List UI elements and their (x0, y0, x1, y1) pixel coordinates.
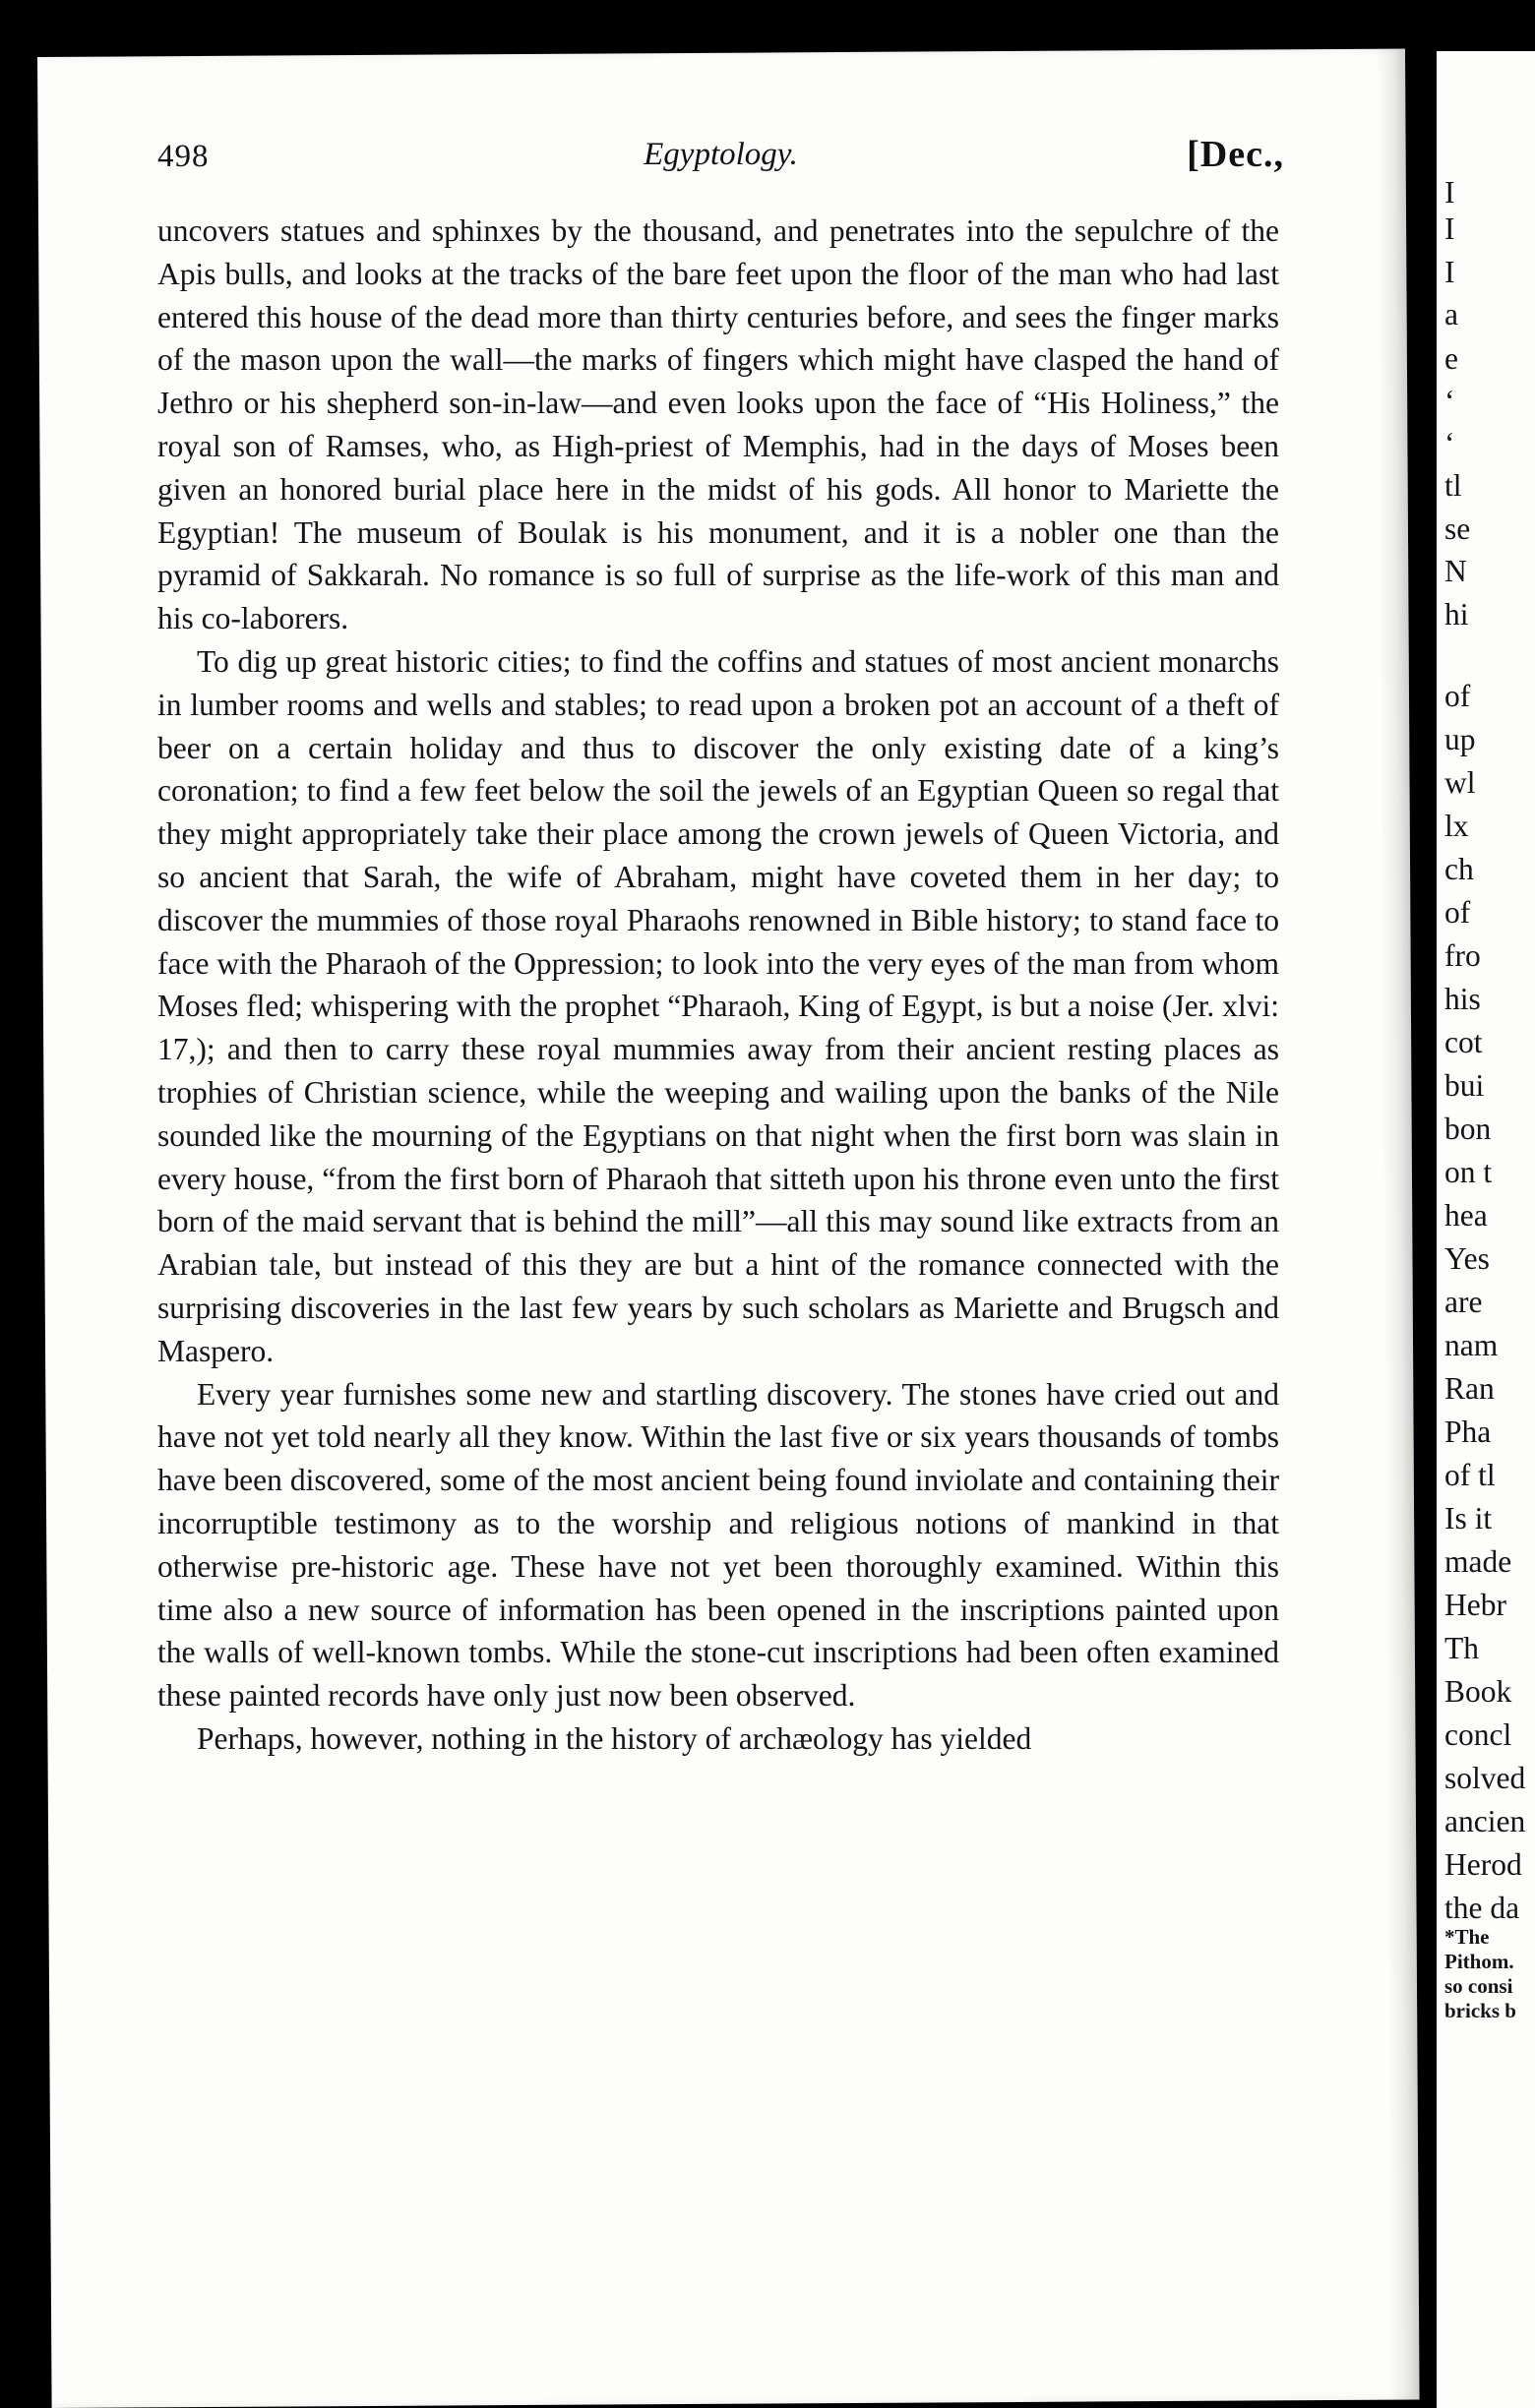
facing-page-fragment: Th (1444, 1631, 1479, 1665)
facing-page-fragment: of (1444, 679, 1471, 713)
facing-page-fragment: Yes (1444, 1241, 1490, 1276)
facing-page-footnote: bricks b (1444, 1999, 1516, 2022)
facing-page-fragment: a (1444, 297, 1458, 331)
facing-page-fragment: of (1444, 895, 1471, 930)
facing-page-fragment: on t (1444, 1155, 1493, 1189)
facing-page-fragment: Herod (1444, 1847, 1522, 1882)
facing-page-fragment: made (1444, 1544, 1512, 1579)
facing-page-edge (1437, 51, 1535, 2408)
facing-page-fragment: up (1444, 722, 1476, 756)
facing-page-fragment: I (1444, 255, 1455, 289)
facing-page-fragment: ancien (1444, 1804, 1526, 1838)
facing-page-fragment: of tl (1444, 1458, 1496, 1492)
facing-page-fragment: nam (1444, 1328, 1499, 1362)
facing-page-fragment: bui (1444, 1068, 1485, 1103)
facing-page-fragment: fro (1444, 938, 1481, 973)
facing-page-fragment: tl (1444, 468, 1462, 503)
facing-page-fragment: se (1444, 512, 1471, 546)
facing-page-fragment: I (1444, 175, 1455, 210)
facing-page-fragment: ‘ (1444, 384, 1455, 418)
facing-page-fragment: hi (1444, 597, 1469, 632)
facing-page-fragment: are (1444, 1285, 1483, 1319)
paragraph: Every year furnishes some new and startling discovery. The stones have cried out and have not yet told nearly all they know. Within the last five or six years thousands of tombs have been discovered, some of the most ancient being found inviolate and containing their incorruptible testimony as to the worship and religious notions of mankind in that otherwise pre-historic age. These have not yet been thoroughly examined. Within this time also a new source of information has been opened in the inscriptions painted upon the walls of well-known tombs. While the stone-cut inscriptions had been often examined these painted records have only just now been observed. (157, 1376, 1279, 1714)
facing-page-fragment: bon (1444, 1112, 1492, 1146)
body-text (157, 210, 1279, 1761)
facing-page-fragment: lx (1444, 809, 1469, 843)
facing-page-fragment: I (1444, 211, 1455, 246)
facing-page-fragment: Hebr (1444, 1588, 1506, 1622)
facing-page-fragment: ‘ (1444, 426, 1455, 460)
page-number: 498 (157, 139, 210, 174)
running-head (157, 133, 1284, 182)
running-date: [Dec., (1187, 134, 1284, 175)
facing-page-footnote: Pithom. (1444, 1950, 1514, 1973)
facing-page-fragment: the da (1444, 1891, 1520, 1925)
facing-page-fragment: e (1444, 341, 1458, 376)
facing-page-fragment: concl (1444, 1717, 1512, 1752)
facing-page-fragment: Book (1444, 1674, 1512, 1709)
facing-page-fragment: ch (1444, 852, 1474, 886)
facing-page-fragment: wl (1444, 765, 1476, 800)
facing-page-fragment: his (1444, 982, 1481, 1016)
facing-page-fragment: Is it (1444, 1501, 1493, 1535)
facing-page-footnote: *The (1444, 1925, 1490, 1949)
facing-page-fragment: N (1444, 554, 1467, 588)
facing-page-fragment: solved (1444, 1761, 1526, 1795)
facing-page-fragment: Ran (1444, 1371, 1495, 1406)
paragraph: To dig up great historic cities; to find the coffins and statues of most ancient monarchs in lumber rooms and wells and stables; to read upon a broken pot an account of a theft of beer on a certain holiday and thus to discover the only existing date of a king’s coronation; to find a few feet below the soil the jewels of an Egyptian Queen so regal that they might appropriately take their place among the crown jewels of Queen Victoria, and so ancient that Sarah, the wife of Abraham, might have coveted them in her day; to discover the mummies of those royal Pharaohs renowned in Bible history; to stand face to face with the Pharaoh of the Oppression; to look into the very eyes of the man from whom Moses fled; whispering with the prophet “Pharaoh, King of Egypt, is but a noise (Jer. xlvi: 17,); and then to carry these royal mummies away from their ancient resting places as trophies of Christian science, while the weeping and wailing upon the banks of the Nile sounded like the mourning of the Egyptians on that night when the first born was slain in every house, “from the first born of Pharaoh that sitteth upon his throne even unto the first born of the maid servant that is behind the mill”—all this may sound like extracts from an Arabian tale, but instead of this they are but a hint of the romance connected with the surprising discoveries in the last few years by such scholars as Mariette and Brugsch and Maspero. (157, 643, 1279, 1368)
facing-page-footnote: so consi (1444, 1974, 1513, 1998)
facing-page-fragment: hea (1444, 1198, 1488, 1233)
paragraph: Perhaps, however, nothing in the history of archæology has yielded (197, 1720, 1032, 1756)
facing-page-fragment: Pha (1444, 1415, 1492, 1449)
running-title: Egyptology. (644, 137, 798, 172)
paragraph: uncovers statues and sphinxes by the thousand, and penetrates into the sepulchre of the Apis bulls, and looks at the tracks of the bare feet upon the floor of the man who had last entered this house of the dead more than thirty centuries before, and sees the finger marks of the mason upon the wall—the marks of fingers which might have clasped the hand of Jethro or his shepherd son-in-law—and even looks upon the face of “His Holiness,” the royal son of Ramses, who, as High-priest of Memphis, had in the days of Moses been given an honored burial place here in the midst of his gods. All honor to Mariette the Egyptian! The museum of Boulak is his monument, and it is a nobler one than the pyramid of Sakkarah. No romance is so full of surprise as the life-work of this man and his co-laborers. (157, 213, 1279, 636)
facing-page-fragment: cot (1444, 1025, 1483, 1059)
